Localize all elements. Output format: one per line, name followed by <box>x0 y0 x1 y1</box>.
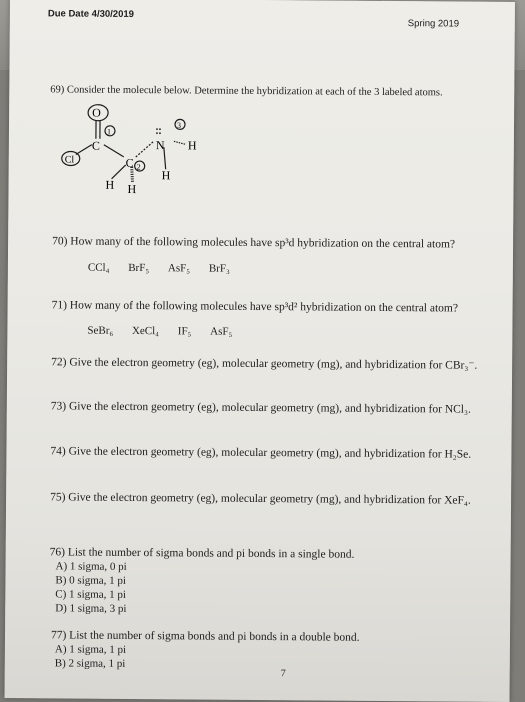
q76-option-d: D) 1 sigma, 3 pi <box>55 602 126 616</box>
label-3: 3 <box>177 121 181 130</box>
due-date: Due Date 4/30/2019 <box>48 8 134 20</box>
molecule: SeBr₆ <box>87 325 113 337</box>
q71-molecule-list <box>87 325 248 338</box>
label-2: 2 <box>137 163 141 172</box>
q76-option-b: B) 0 sigma, 1 pi <box>55 574 126 588</box>
q76-option-c: C) 1 sigma, 1 pi <box>55 588 126 602</box>
q76-option-a: A) 1 sigma, 0 pi <box>55 560 126 574</box>
question-70: 70) How many of the following molecules have sp³d hybridization on the central atom? <box>52 235 455 250</box>
question-77: 77) List the number of sigma bonds and pi bonds in a double bond. <box>51 629 360 643</box>
term-label: Spring 2019 <box>408 18 459 29</box>
question-74: 74) Give the electron geometry (eg), molecular geometry (mg), and hybridization for H₂Se. <box>50 445 471 460</box>
label-1: 1 <box>107 127 111 136</box>
molecule-diagram <box>53 98 244 204</box>
molecule: AsF₅ <box>168 262 190 274</box>
molecule: BrF₃ <box>209 263 230 275</box>
page-number: 7 <box>281 668 286 679</box>
atom-oxygen: O <box>92 106 101 120</box>
molecule: IF₅ <box>178 325 192 337</box>
question-75: 75) Give the electron geometry (eg), molecular geometry (mg), and hybridization for XeF₄. <box>50 491 471 506</box>
molecule: AsF₅ <box>210 326 232 338</box>
question-76: 76) List the number of sigma bonds and pi bonds in a single bond. <box>50 546 355 560</box>
atom-hydrogen-c-left: H <box>105 178 114 192</box>
q77-option-b: B) 2 sigma, 1 pi <box>55 657 126 671</box>
question-69: 69) Consider the molecule below. Determine the hybridization at each of the 3 labeled atoms. <box>50 84 442 98</box>
atom-hydrogen-n: H <box>188 138 197 152</box>
q77-option-a: A) 1 sigma, 1 pi <box>55 643 126 657</box>
atom-hydrogen-n2: H <box>162 168 171 182</box>
q70-molecule-list <box>88 262 246 275</box>
question-73: 73) Give the electron geometry (eg), molecular geometry (mg), and hybridization for NCl₃. <box>51 400 471 415</box>
worksheet-page <box>5 0 515 702</box>
atom-nitrogen: N <box>156 138 165 152</box>
atom-carbon-2: C <box>126 156 134 170</box>
atom-carbon-1: C <box>92 139 100 153</box>
molecule: BrF₅ <box>128 262 149 274</box>
question-71: 71) How many of the following molecules have sp³d² hybridization on the central atom? <box>52 299 459 314</box>
molecule: CCl₄ <box>88 262 110 274</box>
molecule: XeCl₄ <box>132 325 159 337</box>
atom-hydrogen-c-right: H <box>127 182 136 196</box>
question-72: 72) Give the electron geometry (eg), molecular geometry (mg), and hybridization for CBr₃⁻. <box>51 354 477 371</box>
atom-chlorine: Cl <box>65 154 75 165</box>
